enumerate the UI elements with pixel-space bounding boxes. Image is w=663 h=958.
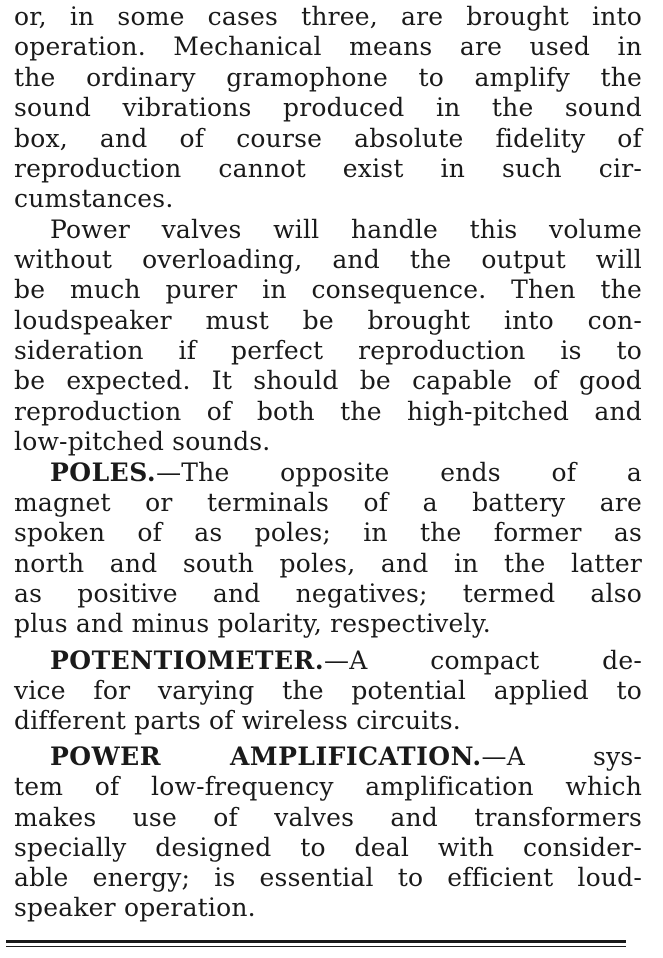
text-line: operation. Mechanical means are used in	[14, 32, 642, 61]
text-line: cumstances.	[14, 184, 174, 213]
text-line: be expected. It should be capable of good	[14, 366, 642, 395]
text-line: box, and of course absolute fidelity of	[14, 124, 642, 153]
text-line: makes use of valves and transformers	[14, 803, 642, 832]
text-line: speaker operation.	[14, 893, 256, 922]
bottom-rule-thick	[6, 940, 626, 943]
text-line: sound vibrations produced in the sound	[14, 93, 642, 122]
text-line: reproduction cannot exist in such cir-	[14, 154, 642, 183]
entry-text: —A sys-	[481, 742, 642, 771]
text-line: specially designed to deal with consider-	[14, 833, 642, 862]
entry-heading: POWER AMPLIFICATION.	[50, 742, 482, 771]
text-line: sideration if perfect reproduction is to	[14, 336, 642, 365]
text-line: low-pitched sounds.	[14, 427, 271, 456]
text-line: different parts of wireless circuits.	[14, 706, 461, 735]
text-line: the ordinary gramophone to amplify the	[14, 63, 642, 92]
text-line: reproduction of both the high-pitched and	[14, 397, 642, 426]
entry-first-line	[50, 742, 642, 772]
entry-text: —A compact de-	[324, 646, 642, 675]
text-line: able energy; is essential to efficient loud-	[14, 863, 642, 892]
entry-first-line	[50, 458, 642, 488]
text-line: Power valves will handle this volume	[50, 215, 642, 244]
text-line: plus and minus polarity, respectively.	[14, 609, 491, 638]
text-line: loudspeaker must be brought into con-	[14, 306, 642, 335]
text-line: vice for varying the potential applied to	[14, 676, 642, 705]
entry-first-line	[50, 646, 642, 676]
text-line: magnet or terminals of a battery are	[14, 488, 642, 517]
text-line: without overloading, and the output will	[14, 245, 642, 274]
text-line: or, in some cases three, are brought into	[14, 2, 642, 31]
text-line: as positive and negatives; termed also	[14, 579, 642, 608]
text-line: spoken of as poles; in the former as	[14, 518, 642, 547]
entry-text: —The opposite ends of a	[156, 458, 642, 487]
bottom-rule-thin	[6, 946, 626, 947]
text-line: tem of low-frequency amplification which	[14, 772, 642, 801]
text-line: be much purer in consequence. Then the	[14, 275, 642, 304]
entry-heading: POLES.	[50, 458, 157, 487]
entry-heading: POTENTIOMETER.	[50, 646, 325, 675]
text-line: north and south poles, and in the latter	[14, 549, 642, 578]
